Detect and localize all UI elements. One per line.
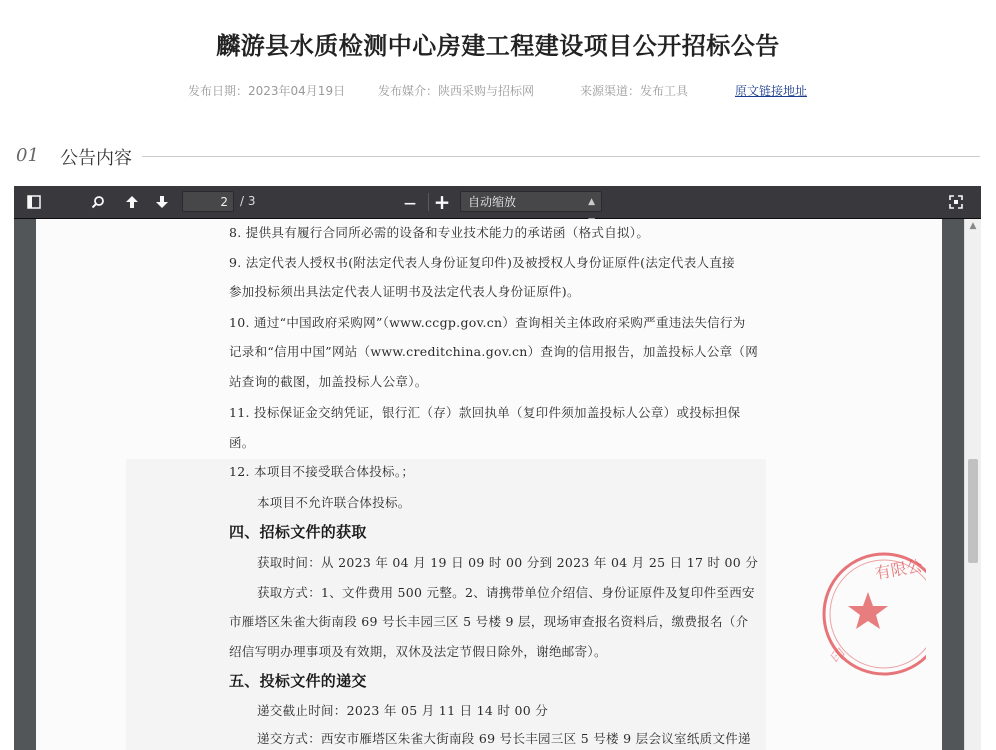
publish-media: 发布媒介：陕西采购与招标网 (378, 84, 535, 98)
original-link[interactable]: 原文链接地址 (735, 84, 808, 98)
presentation-mode-button[interactable] (944, 190, 968, 214)
find-button[interactable] (86, 190, 110, 214)
doc-line: 函。 (229, 435, 255, 450)
page-title: 麟游县水质检测中心房建工程建设项目公开招标公告 (216, 32, 780, 60)
doc-heading: 五、投标文件的递交 (229, 672, 367, 690)
doc-line: 获取方式：1、文件费用 500 元整。2、请携带单位介绍信、身份证原件及复印件至西安 (257, 585, 755, 600)
zoom-out-button[interactable] (398, 190, 422, 214)
pdf-toolbar (14, 186, 981, 219)
page-number-input[interactable]: 2 (182, 191, 234, 212)
doc-line: 11. 投标保证金交纳凭证，银行汇（存）款回执单（复印件须加盖投标人公章）或投标担保 (229, 405, 741, 420)
company-seal (806, 544, 926, 684)
section-number: 01 (16, 145, 39, 166)
section-header (16, 143, 980, 169)
sidebar-toggle-icon (27, 195, 41, 209)
pdf-page (36, 219, 942, 750)
next-page-button[interactable] (150, 190, 174, 214)
doc-line: 记录和“信用中国”网站（www.creditchina.gov.cn）查询的信用报告，加盖投标人公章（网 (229, 344, 759, 359)
doc-line: 本项目不允许联合体投标。 (257, 495, 411, 510)
publish-date: 发布日期：2023年04月19日 (188, 84, 346, 98)
doc-line: 绍信写明办理事项及有效期，双休及法定节假日除外，谢绝邮寄）。 (229, 644, 607, 659)
previous-page-icon (125, 195, 139, 209)
doc-line: 参加投标须出具法定代表人证明书及法定代表人身份证原件)。 (229, 284, 580, 299)
scroll-up-icon[interactable]: ▲ (969, 221, 977, 231)
doc-heading: 四、招标文件的获取 (229, 523, 367, 541)
zoom-in-button[interactable] (430, 190, 454, 214)
scrollbar-thumb[interactable] (968, 459, 978, 563)
sidebar-toggle-button[interactable] (22, 190, 46, 214)
doc-line: 站查询的截图，加盖投标人公章）。 (229, 374, 428, 389)
section-divider (142, 156, 980, 157)
next-page-icon (155, 195, 169, 209)
document-area[interactable] (14, 219, 964, 750)
zoom-out-icon: — (404, 196, 416, 210)
svg-text:有限公: 有限公 (873, 555, 924, 583)
doc-line: 10. 通过“中国政府采购网”（www.ccgp.gov.cn）查询相关主体政府采购严重违法失信行为 (229, 315, 746, 330)
doc-line: 递交截止时间：2023 年 05 月 11 日 14 时 00 分 (257, 703, 549, 718)
section-label: 公告内容 (60, 148, 132, 169)
zoom-select-value: 自动缩放 (468, 195, 517, 209)
doc-line: 8. 提供具有履行合同所必需的设备和专业技术能力的承诺函（格式自拟）。 (229, 225, 650, 240)
pdf-viewer (14, 186, 981, 750)
select-arrows-icon: ▲ (588, 197, 595, 207)
previous-page-button[interactable] (120, 190, 144, 214)
toolbar-separator (428, 193, 429, 211)
zoom-in-icon: + (433, 190, 451, 214)
search-icon (91, 195, 105, 209)
source-channel: 来源渠道：发布工具 (580, 84, 689, 98)
zoom-select[interactable] (460, 191, 602, 212)
doc-line: 9. 法定代表人授权书(附法定代表人身份证复印件)及被授权人身份证原件(法定代表人直接 (229, 255, 735, 270)
svg-text:印: 印 (828, 645, 850, 668)
document-scrollbar[interactable] (964, 219, 981, 750)
presentation-mode-icon (949, 195, 963, 209)
doc-line: 递交方式：西安市雁塔区朱雀大街南段 69 号长丰园三区 5 号楼 9 层会议室纸质文件递 (257, 731, 751, 746)
doc-line: 市雁塔区朱雀大街南段 69 号长丰园三区 5 号楼 9 层，现场审查报名资料后，缴费报名（介 (229, 614, 749, 629)
page-total: / 3 (240, 194, 256, 208)
doc-line: 获取时间：从 2023 年 04 月 19 日 09 时 00 分到 2023 年 04 月 25 日 17 时 00 分 (257, 555, 759, 570)
doc-line: 12. 本项目不接受联合体投标。； (229, 464, 415, 479)
